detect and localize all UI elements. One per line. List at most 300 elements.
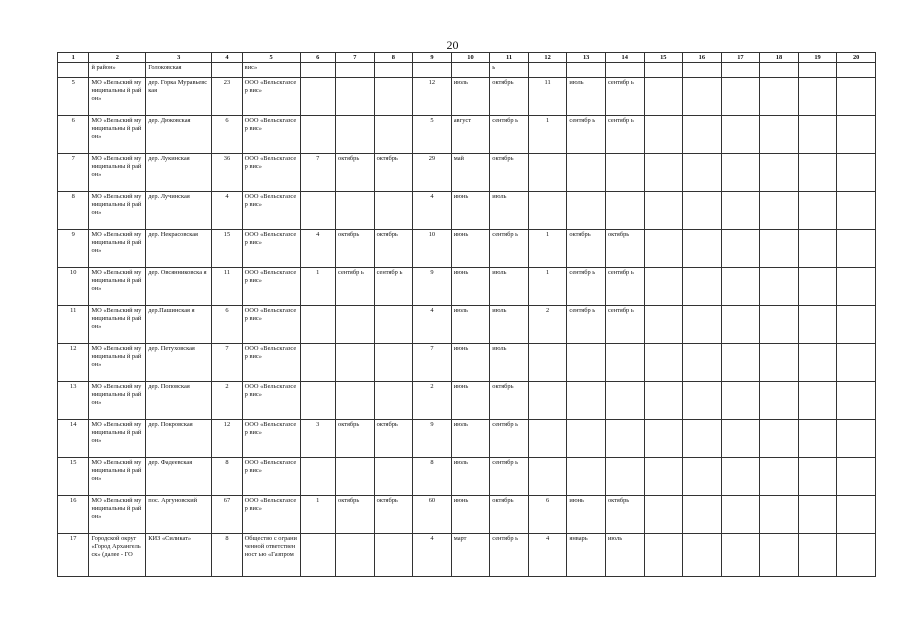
table-cell: октябрь [336, 496, 375, 534]
table-cell [837, 420, 876, 458]
table-cell: дер. Фадеевская [146, 458, 212, 496]
table-cell [683, 268, 722, 306]
table-cell: ООО «Вельскгазсер вис» [242, 344, 300, 382]
table-row [58, 78, 876, 116]
table-cell: июль [490, 268, 529, 306]
table-cell [798, 192, 837, 230]
table-cell [798, 306, 837, 344]
table-cell: МО «Вельский муниципальны й район» [89, 382, 146, 420]
table-row [58, 268, 876, 306]
table-cell: ООО «Вельскгазсер вис» [242, 78, 300, 116]
table-cell: 4 [300, 230, 336, 268]
table-cell [798, 116, 837, 154]
table-cell [300, 78, 336, 116]
table-cell: Городской округ «Город Архангельск» (далее - ГО [89, 534, 146, 577]
table-cell: 67 [212, 496, 242, 534]
table-cell: МО «Вельский муниципальны й район» [89, 78, 146, 116]
table-cell: 3 [146, 53, 212, 63]
table-row [58, 63, 876, 78]
table-cell: 6 [58, 116, 89, 154]
table-cell [528, 63, 567, 78]
table-cell [605, 382, 644, 420]
table-cell: 5 [413, 116, 452, 154]
table-cell [644, 420, 683, 458]
table-cell [683, 496, 722, 534]
table-cell [567, 154, 606, 192]
table-cell [300, 116, 336, 154]
table-cell [567, 192, 606, 230]
table-row [58, 458, 876, 496]
table-cell [721, 382, 760, 420]
table-cell [605, 192, 644, 230]
table-cell [683, 382, 722, 420]
table-cell [374, 344, 413, 382]
table-cell [721, 458, 760, 496]
table-cell: сентябр ь [490, 116, 529, 154]
table-cell: ь [490, 63, 529, 78]
table-cell: 2 [413, 382, 452, 420]
table-cell: июль [451, 420, 490, 458]
table-cell: МО «Вельский муниципальны й район» [89, 116, 146, 154]
table-cell: июль [490, 344, 529, 382]
table-cell [605, 154, 644, 192]
table-cell: 5 [58, 78, 89, 116]
table-cell: Голоковская [146, 63, 212, 78]
table-cell [837, 116, 876, 154]
table-cell [837, 268, 876, 306]
table-cell: 1 [528, 268, 567, 306]
table-cell [528, 192, 567, 230]
table-cell: июль [490, 192, 529, 230]
table-cell: сентябр ь [605, 116, 644, 154]
table-cell: дер. Лукинская [146, 154, 212, 192]
table-cell [567, 63, 606, 78]
table-cell [567, 344, 606, 382]
table-cell [721, 192, 760, 230]
table-cell: сентябр ь [567, 306, 606, 344]
table-cell [644, 230, 683, 268]
table-cell: 19 [798, 53, 837, 63]
table-cell [528, 420, 567, 458]
table-cell: ООО «Вельскгазсер вис» [242, 230, 300, 268]
table-cell [798, 78, 837, 116]
table-cell: октябрь [567, 230, 606, 268]
table-cell [644, 458, 683, 496]
table-cell [837, 382, 876, 420]
table-cell [760, 306, 799, 344]
table-cell [683, 63, 722, 78]
table-cell [300, 458, 336, 496]
table-cell [683, 154, 722, 192]
table-cell [336, 306, 375, 344]
table-cell: дер. Дюковская [146, 116, 212, 154]
table-cell [721, 344, 760, 382]
table-cell [683, 116, 722, 154]
table-cell [721, 63, 760, 78]
table-cell [760, 63, 799, 78]
table-cell [374, 116, 413, 154]
table-cell [760, 268, 799, 306]
table-cell: 16 [58, 496, 89, 534]
table-cell: дер. Овсянниковска я [146, 268, 212, 306]
table-cell: 13 [567, 53, 606, 63]
table-cell [567, 458, 606, 496]
table-cell: 36 [212, 154, 242, 192]
table-cell: 15 [212, 230, 242, 268]
table-cell: 9 [413, 53, 452, 63]
table-cell: 9 [413, 420, 452, 458]
table-cell: 12 [212, 420, 242, 458]
table-row [58, 496, 876, 534]
table-cell [798, 230, 837, 268]
table-cell: 7 [58, 154, 89, 192]
table-cell [721, 78, 760, 116]
table-cell: 7 [336, 53, 375, 63]
table-cell: сентябр ь [605, 306, 644, 344]
table-cell: июнь [451, 496, 490, 534]
table-cell: август [451, 116, 490, 154]
table-cell [760, 344, 799, 382]
table-cell [605, 420, 644, 458]
table-cell: 2 [89, 53, 146, 63]
table-cell: 4 [413, 534, 452, 577]
table-cell: октябрь [490, 382, 529, 420]
table-cell: март [451, 534, 490, 577]
table-cell: июль [490, 306, 529, 344]
table-cell [528, 154, 567, 192]
table-cell: 15 [644, 53, 683, 63]
table-cell [644, 154, 683, 192]
table-cell [336, 116, 375, 154]
header-row [58, 53, 876, 63]
table-cell: 4 [413, 192, 452, 230]
table-cell: 16 [683, 53, 722, 63]
table-cell [683, 192, 722, 230]
table-cell [760, 116, 799, 154]
table-cell: январь [567, 534, 606, 577]
table-cell: сентябр ь [490, 420, 529, 458]
table-cell [336, 192, 375, 230]
table-row [58, 344, 876, 382]
table-cell [837, 306, 876, 344]
table-cell: МО «Вельский муниципальны й район» [89, 192, 146, 230]
table-cell: 11 [490, 53, 529, 63]
table-cell: 10 [413, 230, 452, 268]
table-cell: МО «Вельский муниципальны й район» [89, 306, 146, 344]
table-cell [798, 268, 837, 306]
table-cell: 8 [413, 458, 452, 496]
table-cell [644, 344, 683, 382]
table-cell [683, 458, 722, 496]
table-cell: МО «Вельский муниципальны й район» [89, 496, 146, 534]
table-cell [300, 192, 336, 230]
schedule-table [57, 52, 876, 577]
table-cell: июль [605, 534, 644, 577]
table-cell [837, 63, 876, 78]
table-cell [721, 116, 760, 154]
table-cell [760, 534, 799, 577]
table-cell: сентябр ь [567, 116, 606, 154]
table-cell [760, 420, 799, 458]
table-cell [374, 306, 413, 344]
table-cell [760, 78, 799, 116]
table-cell [721, 496, 760, 534]
table-cell: ООО «Вельскгазсер вис» [242, 496, 300, 534]
table-cell: 4 [528, 534, 567, 577]
table-cell: 10 [451, 53, 490, 63]
table-cell: 14 [605, 53, 644, 63]
table-cell: 23 [212, 78, 242, 116]
table-cell [798, 420, 837, 458]
table-cell [837, 344, 876, 382]
table-cell: МО «Вельский муниципальны й район» [89, 154, 146, 192]
table-cell: 11 [58, 306, 89, 344]
table-cell: 10 [58, 268, 89, 306]
table-cell: октябрь [336, 420, 375, 458]
table-cell: 13 [58, 382, 89, 420]
table-cell: июль [451, 78, 490, 116]
table-cell: дер.Пашинская я [146, 306, 212, 344]
table-cell [837, 78, 876, 116]
table-row [58, 116, 876, 154]
table-cell: 8 [212, 534, 242, 577]
table-cell [760, 230, 799, 268]
table-cell: ООО «Вельскгазсер вис» [242, 116, 300, 154]
table-cell: 6 [300, 53, 336, 63]
table-cell [798, 63, 837, 78]
table-cell [374, 534, 413, 577]
table-cell [567, 420, 606, 458]
table-cell [760, 496, 799, 534]
table-cell: июнь [451, 230, 490, 268]
table-cell: 1 [300, 496, 336, 534]
table-cell: 3 [300, 420, 336, 458]
table-cell [374, 192, 413, 230]
table-cell [798, 344, 837, 382]
table-cell: октябрь [374, 420, 413, 458]
table-cell: октябрь [605, 230, 644, 268]
table-cell [798, 458, 837, 496]
table-cell [837, 154, 876, 192]
table-cell: 8 [374, 53, 413, 63]
table-cell: МО «Вельский муниципальны й район» [89, 420, 146, 458]
table-cell [413, 63, 452, 78]
table-cell: октябрь [490, 78, 529, 116]
table-cell [644, 63, 683, 78]
table-cell [760, 458, 799, 496]
table-cell: 12 [413, 78, 452, 116]
table-cell [683, 534, 722, 577]
table-cell: июнь [451, 192, 490, 230]
table-cell [683, 420, 722, 458]
table-cell [644, 268, 683, 306]
table-cell: сентябр ь [605, 268, 644, 306]
table-cell [837, 496, 876, 534]
table-cell [721, 534, 760, 577]
table-cell: 18 [760, 53, 799, 63]
table-cell: МО «Вельский муниципальны й район» [89, 230, 146, 268]
table-row [58, 230, 876, 268]
table-cell [837, 230, 876, 268]
table-cell: май [451, 154, 490, 192]
table-cell: ООО «Вельскгазсер вис» [242, 420, 300, 458]
table-cell [798, 382, 837, 420]
table-cell: октябрь [490, 496, 529, 534]
table-cell: 15 [58, 458, 89, 496]
table-cell [528, 382, 567, 420]
table-cell: ООО «Вельскгазсер вис» [242, 192, 300, 230]
table-cell: 6 [528, 496, 567, 534]
table-cell: дер. Некрасовская [146, 230, 212, 268]
table-cell [644, 496, 683, 534]
table-cell [683, 78, 722, 116]
table-cell: сентябр ь [605, 78, 644, 116]
table-cell [644, 78, 683, 116]
table-cell: 14 [58, 420, 89, 458]
table-cell: июль [567, 78, 606, 116]
table-cell: 2 [528, 306, 567, 344]
table-cell [683, 230, 722, 268]
table-cell: сентябр ь [490, 458, 529, 496]
table-cell [760, 192, 799, 230]
table-cell: 29 [413, 154, 452, 192]
table-cell [798, 534, 837, 577]
table-cell: октябрь [374, 230, 413, 268]
table-cell: июнь [451, 344, 490, 382]
table-cell [336, 63, 375, 78]
table-cell: 1 [300, 268, 336, 306]
table-cell: ООО «Вельскгазсер вис» [242, 154, 300, 192]
table-cell: июль [451, 458, 490, 496]
table-cell: КИЗ «Силикат» [146, 534, 212, 577]
table-row [58, 154, 876, 192]
table-cell: ООО «Вельскгазсер вис» [242, 458, 300, 496]
table-cell: октябрь [605, 496, 644, 534]
table-cell [374, 78, 413, 116]
table-cell: й район» [89, 63, 146, 78]
table-cell: сентябр ь [490, 230, 529, 268]
table-cell: сентябр ь [567, 268, 606, 306]
table-cell [644, 534, 683, 577]
table-cell [760, 382, 799, 420]
table-cell [837, 458, 876, 496]
table-cell [300, 63, 336, 78]
table-cell: 11 [212, 268, 242, 306]
table-cell [644, 306, 683, 344]
table-cell [837, 534, 876, 577]
table-cell [644, 192, 683, 230]
table-cell: МО «Вельский муниципальны й район» [89, 344, 146, 382]
table-cell: ООО «Вельскгазсер вис» [242, 382, 300, 420]
table-row [58, 382, 876, 420]
table-cell: дер. Поповская [146, 382, 212, 420]
table-cell [300, 534, 336, 577]
table-cell: 6 [212, 306, 242, 344]
table-cell: июнь [451, 268, 490, 306]
table-cell: 17 [721, 53, 760, 63]
table-cell [605, 63, 644, 78]
table-cell [798, 496, 837, 534]
table-row [58, 534, 876, 577]
table-cell [721, 420, 760, 458]
table-cell: октябрь [490, 154, 529, 192]
table-cell [300, 382, 336, 420]
table-cell [721, 306, 760, 344]
table-cell [683, 306, 722, 344]
table-cell [567, 382, 606, 420]
table-cell [605, 344, 644, 382]
table-cell: 20 [837, 53, 876, 63]
table-cell: июнь [567, 496, 606, 534]
table-cell [528, 344, 567, 382]
table-cell: 5 [242, 53, 300, 63]
table-cell: 8 [212, 458, 242, 496]
table-cell [837, 192, 876, 230]
table-cell [760, 154, 799, 192]
table-cell [336, 382, 375, 420]
table-cell [212, 63, 242, 78]
table-cell [336, 344, 375, 382]
table-row [58, 306, 876, 344]
table-cell: сентябр ь [490, 534, 529, 577]
table-cell [374, 458, 413, 496]
table-cell: МО «Вельский муниципальны й район» [89, 268, 146, 306]
table-cell [644, 382, 683, 420]
table-cell: дер. Покровская [146, 420, 212, 458]
table-cell: 6 [212, 116, 242, 154]
table-cell: 4 [212, 53, 242, 63]
table-cell [683, 344, 722, 382]
table-cell: октябрь [336, 154, 375, 192]
table-cell [798, 154, 837, 192]
table-cell: 7 [212, 344, 242, 382]
table-cell: дер. Лучинская [146, 192, 212, 230]
table-cell: Общество с ограниченной ответственност ью «Газпром [242, 534, 300, 577]
table-cell: 1 [58, 53, 89, 63]
table-cell [451, 63, 490, 78]
table-cell: 12 [58, 344, 89, 382]
table-cell: МО «Вельский муниципальны й район» [89, 458, 146, 496]
table-cell: 9 [58, 230, 89, 268]
table-cell [336, 534, 375, 577]
table-cell: 9 [413, 268, 452, 306]
table-cell: 60 [413, 496, 452, 534]
page-number: 20 [446, 38, 459, 52]
table-cell [721, 268, 760, 306]
table-cell: 12 [528, 53, 567, 63]
table-row [58, 420, 876, 458]
table-cell: 1 [528, 116, 567, 154]
table-cell: сентябр ь [374, 268, 413, 306]
table-cell: сентябр ь [336, 268, 375, 306]
table-cell [336, 458, 375, 496]
table-cell [721, 230, 760, 268]
table-cell [374, 63, 413, 78]
table-cell [644, 116, 683, 154]
table-cell: июль [451, 306, 490, 344]
table-cell: 4 [212, 192, 242, 230]
table-cell: 1 [528, 230, 567, 268]
table-cell: октябрь [336, 230, 375, 268]
table-cell: ООО «Вельскгазсер вис» [242, 268, 300, 306]
table-cell: пос. Аргуновский [146, 496, 212, 534]
table-row [58, 192, 876, 230]
table-cell: дер. Петуховская [146, 344, 212, 382]
table-cell: 17 [58, 534, 89, 577]
table-cell: 7 [413, 344, 452, 382]
table-cell [300, 306, 336, 344]
table-cell [336, 78, 375, 116]
